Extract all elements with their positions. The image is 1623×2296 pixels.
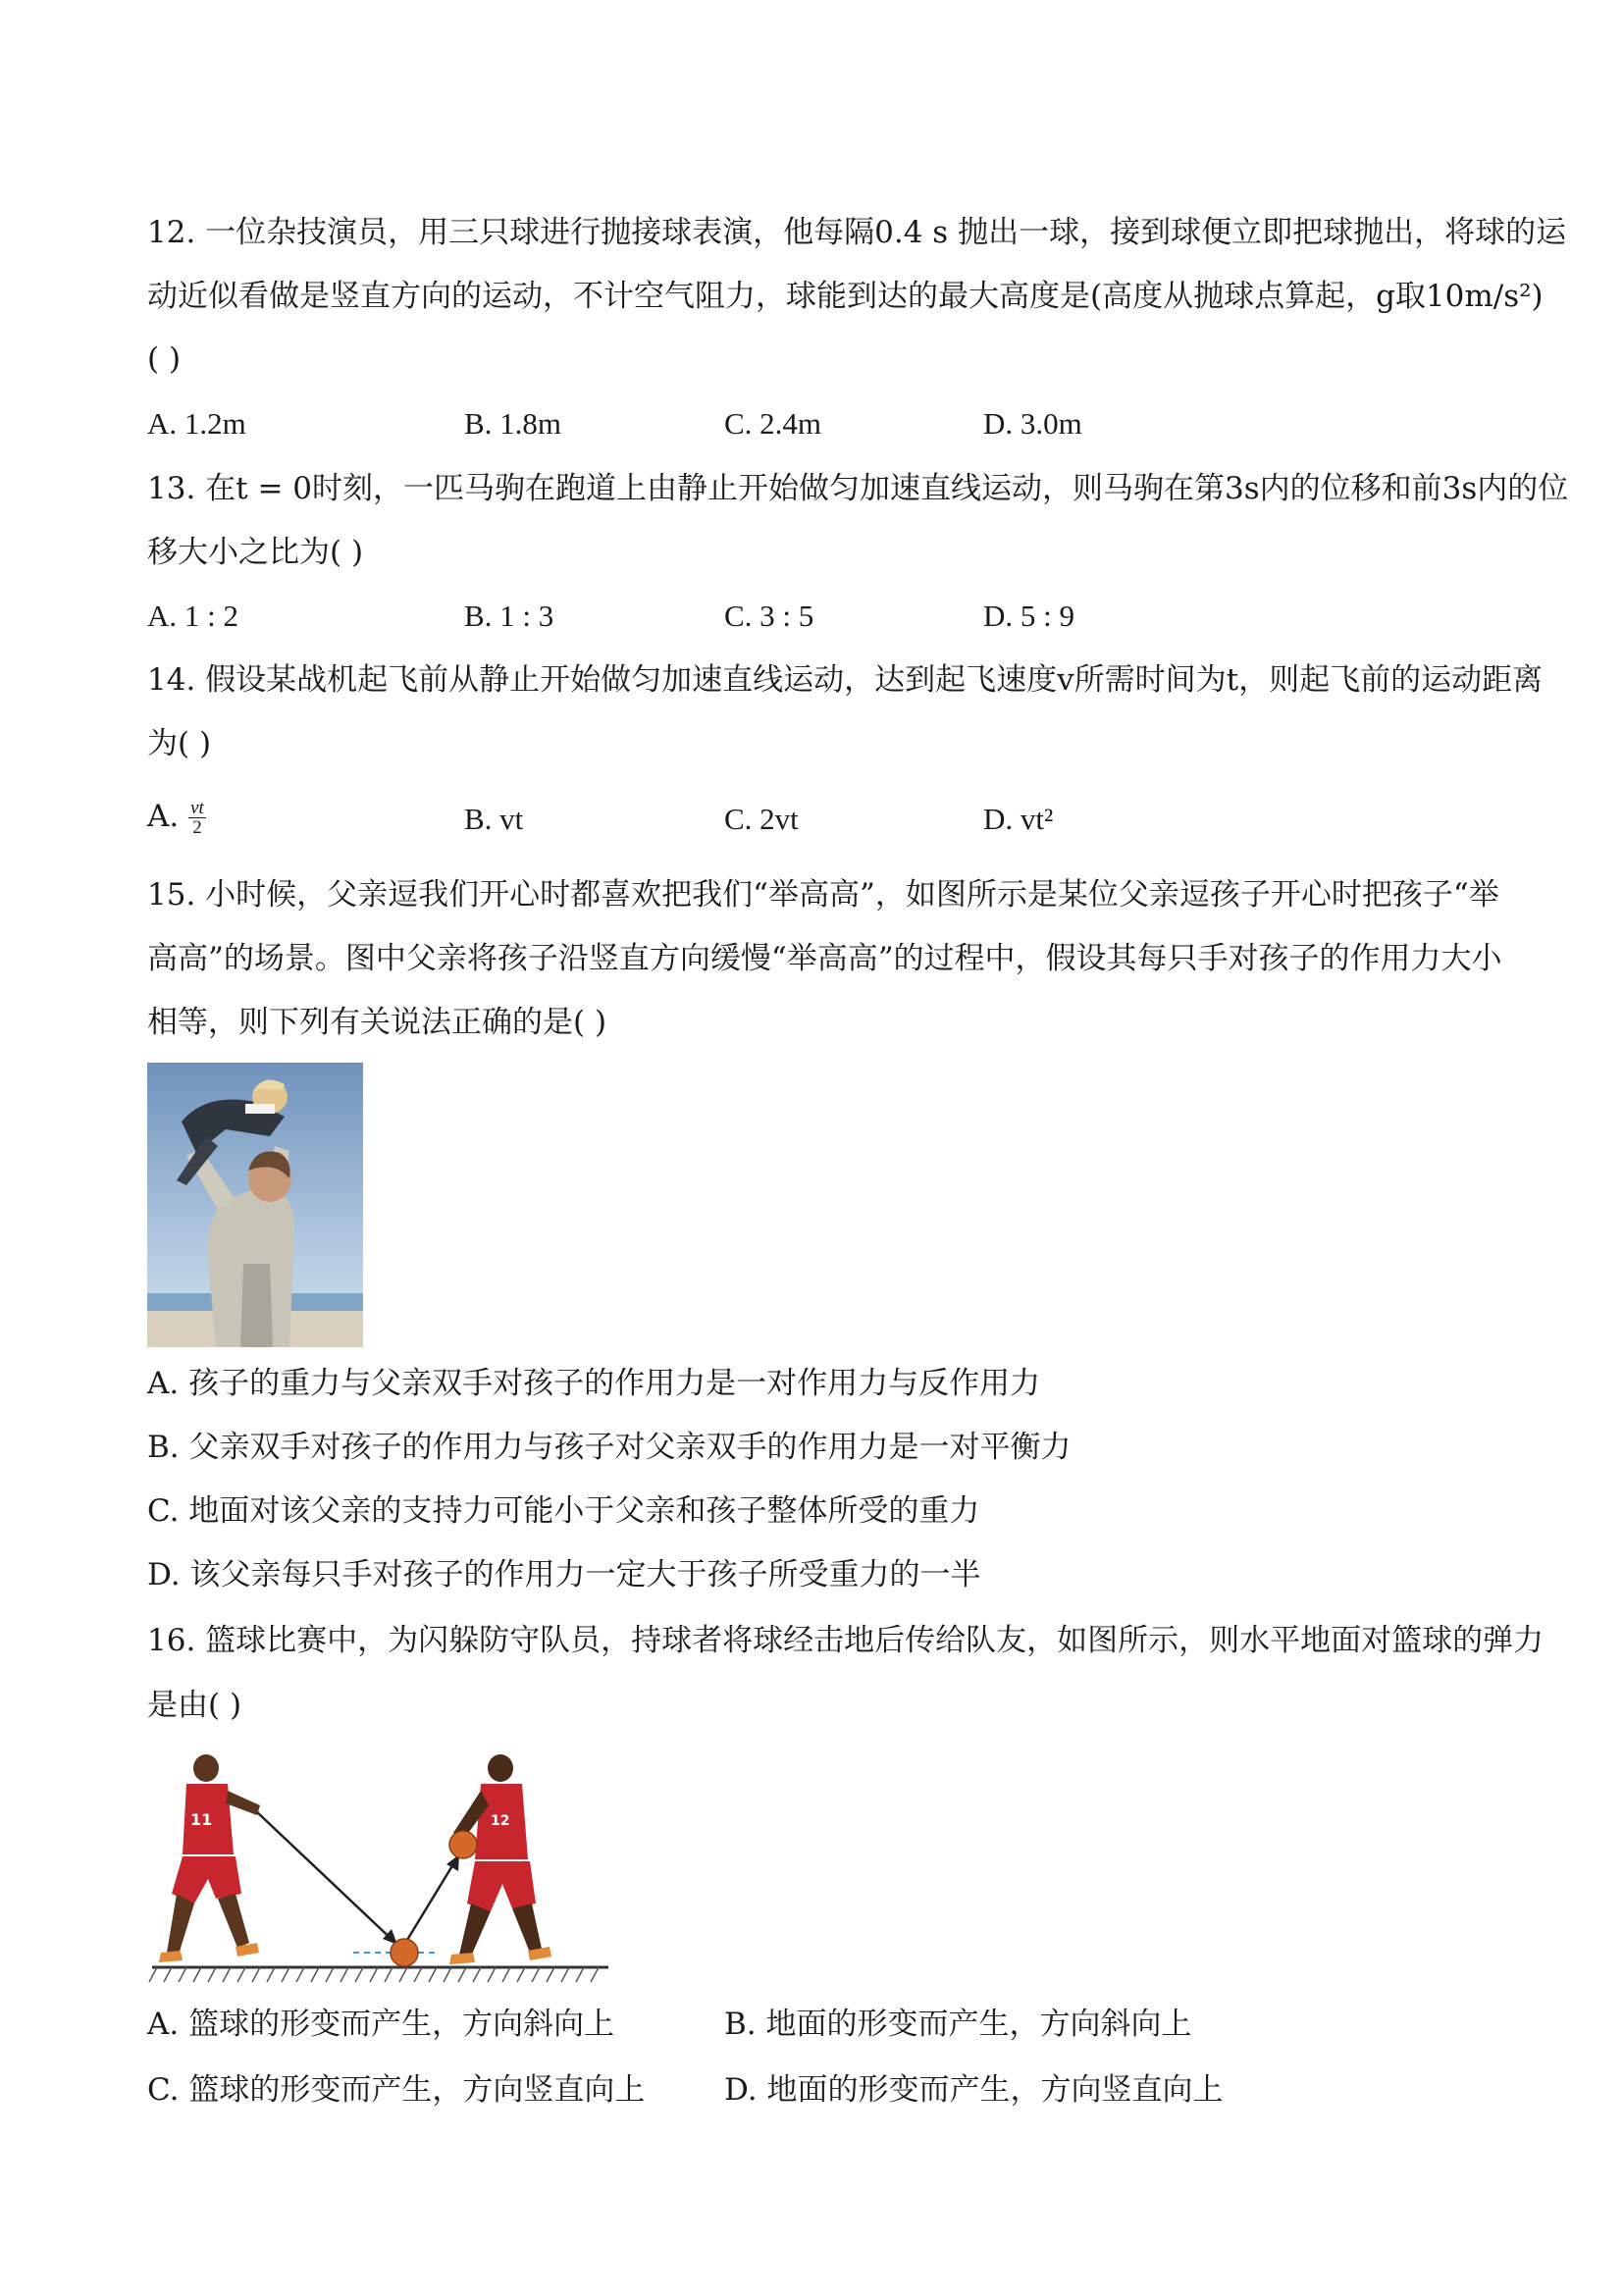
q15-stem-line2: 高高”的场景。图中父亲将孩子沿竖直方向缓慢“举高高”的过程中，假设其每只手对孩子的作用力大小 — [147, 941, 1502, 976]
q14-option-a[interactable] — [147, 797, 206, 837]
q16-option-b[interactable]: B. 地面的形变而产生，方向斜向上 — [724, 2007, 1192, 2042]
q16-option-a[interactable]: A. 篮球的形变而产生，方向斜向上 — [147, 2007, 615, 2042]
right-jersey-number: 12 — [491, 1813, 510, 1829]
q13-option-b[interactable]: B. 1 : 3 — [464, 599, 554, 633]
basketball-bounce-pass-diagram — [147, 1747, 613, 1992]
q13-stem-line2: 移大小之比为( ) — [147, 535, 364, 570]
q16-option-c[interactable]: C. 篮球的形变而产生，方向竖直向上 — [147, 2072, 646, 2108]
q15-option-a[interactable]: A. 孩子的重力与父亲双手对孩子的作用力是一对作用力与反作用力 — [147, 1366, 1041, 1401]
q14-option-d[interactable]: D. vt² — [983, 802, 1054, 836]
q13-stem-line1: 13. 在t = 0时刻，一匹马驹在跑道上由静止开始做匀加速直线运动，则马驹在第3s内的位移和前3s内的位 — [147, 471, 1569, 506]
q12-answer-bracket: ( ) — [147, 341, 182, 377]
right-player-figure — [449, 1754, 551, 1964]
q12-option-b[interactable]: B. 1.8m — [464, 406, 562, 441]
q13-option-d[interactable]: D. 5 : 9 — [983, 599, 1074, 633]
q14-option-b[interactable]: B. vt — [464, 802, 524, 836]
q16-option-d[interactable]: D. 地面的形变而产生，方向竖直向上 — [724, 2072, 1224, 2108]
q12-option-a[interactable]: A. 1.2m — [147, 406, 246, 441]
q15-option-d[interactable]: D. 该父亲每只手对孩子的作用力一定大于孩子所受重力的一半 — [147, 1557, 981, 1592]
q14-fraction-denominator: 2 — [192, 817, 202, 838]
q12-stem-line1: 12. 一位杂技演员，用三只球进行抛接球表演，他每隔0.4 s 抛出一球，接到球便立即把球抛出，将球的运 — [147, 215, 1567, 250]
father-lifting-child-photo — [147, 1063, 363, 1347]
q14-option-a-label: A. — [147, 799, 180, 834]
q14-option-c[interactable]: C. 2vt — [724, 802, 799, 836]
q12-option-d[interactable]: D. 3.0m — [983, 406, 1082, 441]
q14-stem-line1: 14. 假设某战机起飞前从静止开始做匀加速直线运动，达到起飞速度v所需时间为t，则起飞前的运动距离 — [147, 662, 1544, 698]
left-jersey-number: 11 — [190, 1810, 213, 1829]
q12-stem-line2: 动近似看做是竖直方向的运动，不计空气阻力，球能到达的最大高度是(高度从抛球点算起，g取10m/s²) — [147, 279, 1544, 314]
q15-stem-line1: 15. 小时候，父亲逗我们开心时都喜欢把我们“举高高”，如图所示是某位父亲逗孩子开心时把孩子“举 — [147, 877, 1499, 913]
q14-fraction-numerator: vt — [190, 798, 204, 818]
q16-stem-line1: 16. 篮球比赛中，为闪躲防守队员，持球者将球经击地后传给队友，如图所示，则水平地面对篮球的弹力 — [147, 1623, 1544, 1658]
q12-option-c[interactable]: C. 2.4m — [724, 406, 822, 441]
q13-option-a[interactable]: A. 1 : 2 — [147, 599, 238, 633]
q14-stem-line2: 为( ) — [147, 726, 212, 761]
q15-option-b[interactable]: B. 父亲双手对孩子的作用力与孩子对父亲双手的作用力是一对平衡力 — [147, 1430, 1072, 1465]
q15-option-c[interactable]: C. 地面对该父亲的支持力可能小于父亲和孩子整体所受的重力 — [147, 1493, 980, 1529]
left-player-figure — [159, 1754, 260, 1962]
q14-option-a-fraction — [188, 799, 206, 837]
q15-stem-line3: 相等，则下列有关说法正确的是( ) — [147, 1005, 607, 1040]
q16-stem-line2: 是由( ) — [147, 1688, 242, 1723]
q13-option-c[interactable]: C. 3 : 5 — [724, 599, 814, 633]
